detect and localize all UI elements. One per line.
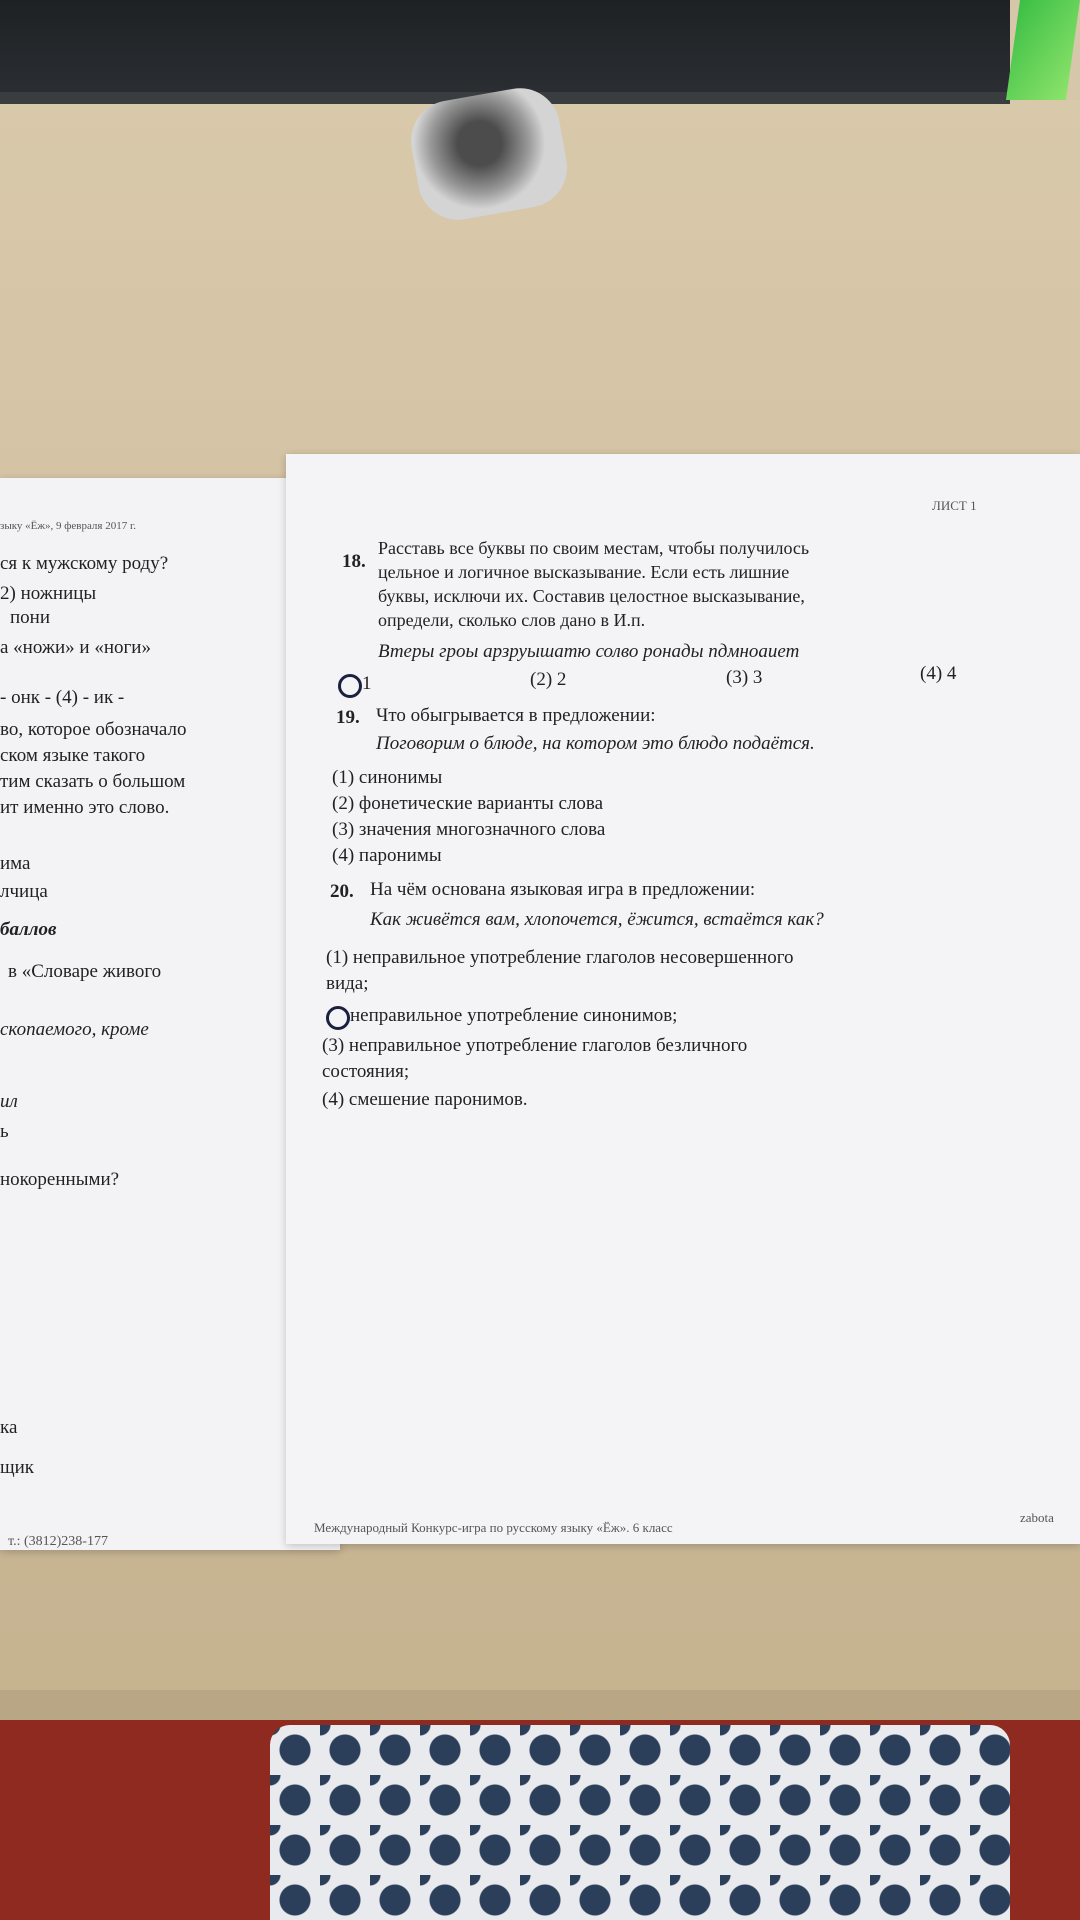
q18-option: (4) 4: [920, 663, 957, 684]
left-line: - онк - (4) - ик -: [0, 687, 125, 708]
q20-option: неправильное употребление синонимов;: [350, 1005, 678, 1026]
q18-example: Втеры гроы арзруышатю солво ронады пдмноаиет: [378, 641, 800, 662]
q19-question: Что обыгрывается в предложении:: [376, 705, 656, 726]
left-line: ся к мужскому роду?: [0, 553, 169, 574]
laptop: [0, 0, 1010, 100]
q20-option: (1) неправильное употребление глаголов несовершенного: [326, 947, 794, 968]
left-line: а «ножи» и «ноги»: [0, 637, 151, 658]
left-line: баллов: [0, 919, 57, 940]
desk-edge: [0, 1690, 1080, 1720]
q18-text: Расставь все буквы по своим местам, чтобы получилось: [378, 538, 810, 558]
q19-number: 19.: [336, 707, 360, 728]
left-line: нокоренными?: [0, 1169, 120, 1190]
q19-example: Поговорим о блюде, на котором это блюдо подаётся.: [376, 733, 815, 754]
q18-option: 1: [362, 673, 372, 694]
q18-number: 18.: [342, 551, 366, 572]
q18-text: буквы, исключи их. Составив целостное высказывание,: [378, 586, 805, 606]
left-line: в «Словаре живого: [8, 961, 162, 982]
left-line: има: [0, 853, 31, 874]
answer-circle-mark: [326, 1006, 350, 1030]
q18-option: (3) 3: [726, 667, 763, 688]
left-line: пони: [10, 607, 51, 628]
left-line: ь: [0, 1121, 9, 1142]
left-line: во, которое обозначало: [0, 719, 187, 740]
q20-number: 20.: [330, 881, 354, 902]
q20-example: Как живётся вам, хлопочется, ёжится, встаётся как?: [370, 909, 824, 930]
left-line: ил: [0, 1091, 18, 1112]
q19-option: (2) фонетические варианты слова: [332, 793, 604, 814]
q18-option: (2) 2: [530, 669, 567, 690]
left-line: ка: [0, 1417, 18, 1438]
left-footer: т.: (3812)238-177: [8, 1534, 108, 1549]
left-line: ском языке такого: [0, 745, 146, 766]
left-line: тим сказать о большом: [0, 771, 186, 792]
left-header: зыку «Ёж», 9 февраля 2017 г.: [0, 520, 136, 532]
answer-circle-mark: [338, 674, 362, 698]
left-line: 2) ножницы: [0, 583, 97, 604]
right-footer: Международный Конкурс-игра по русскому языку «Ёж». 6 класс: [314, 1520, 673, 1535]
q20-question: На чём основана языковая игра в предложении:: [370, 879, 756, 900]
left-line: щик: [0, 1457, 35, 1478]
q19-option: (4) паронимы: [332, 845, 442, 866]
left-line: ит именно это слово.: [0, 797, 170, 818]
q18-text: определи, сколько слов дано в И.п.: [378, 610, 646, 630]
left-line: лчица: [0, 881, 48, 902]
q20-option: (4) смешение паронимов.: [322, 1089, 528, 1110]
q20-option: вида;: [326, 973, 369, 994]
patterned-chair: [270, 1725, 1010, 1920]
q19-option: (3) значения многозначного слова: [332, 819, 606, 840]
q20-option: состояния;: [322, 1061, 410, 1082]
q20-option: (3) неправильное употребление глаголов безличного: [322, 1035, 748, 1056]
q19-option: (1) синонимы: [332, 767, 443, 788]
left-line: скопаемого, кроме: [0, 1019, 149, 1040]
q18-text: цельное и логичное высказывание. Если есть лишние: [378, 562, 790, 582]
right-page: [286, 454, 1080, 1544]
green-object: [1006, 0, 1080, 100]
sheet-label: ЛИСТ 1: [932, 498, 977, 513]
right-footer-corner: zabota: [1020, 1510, 1054, 1525]
